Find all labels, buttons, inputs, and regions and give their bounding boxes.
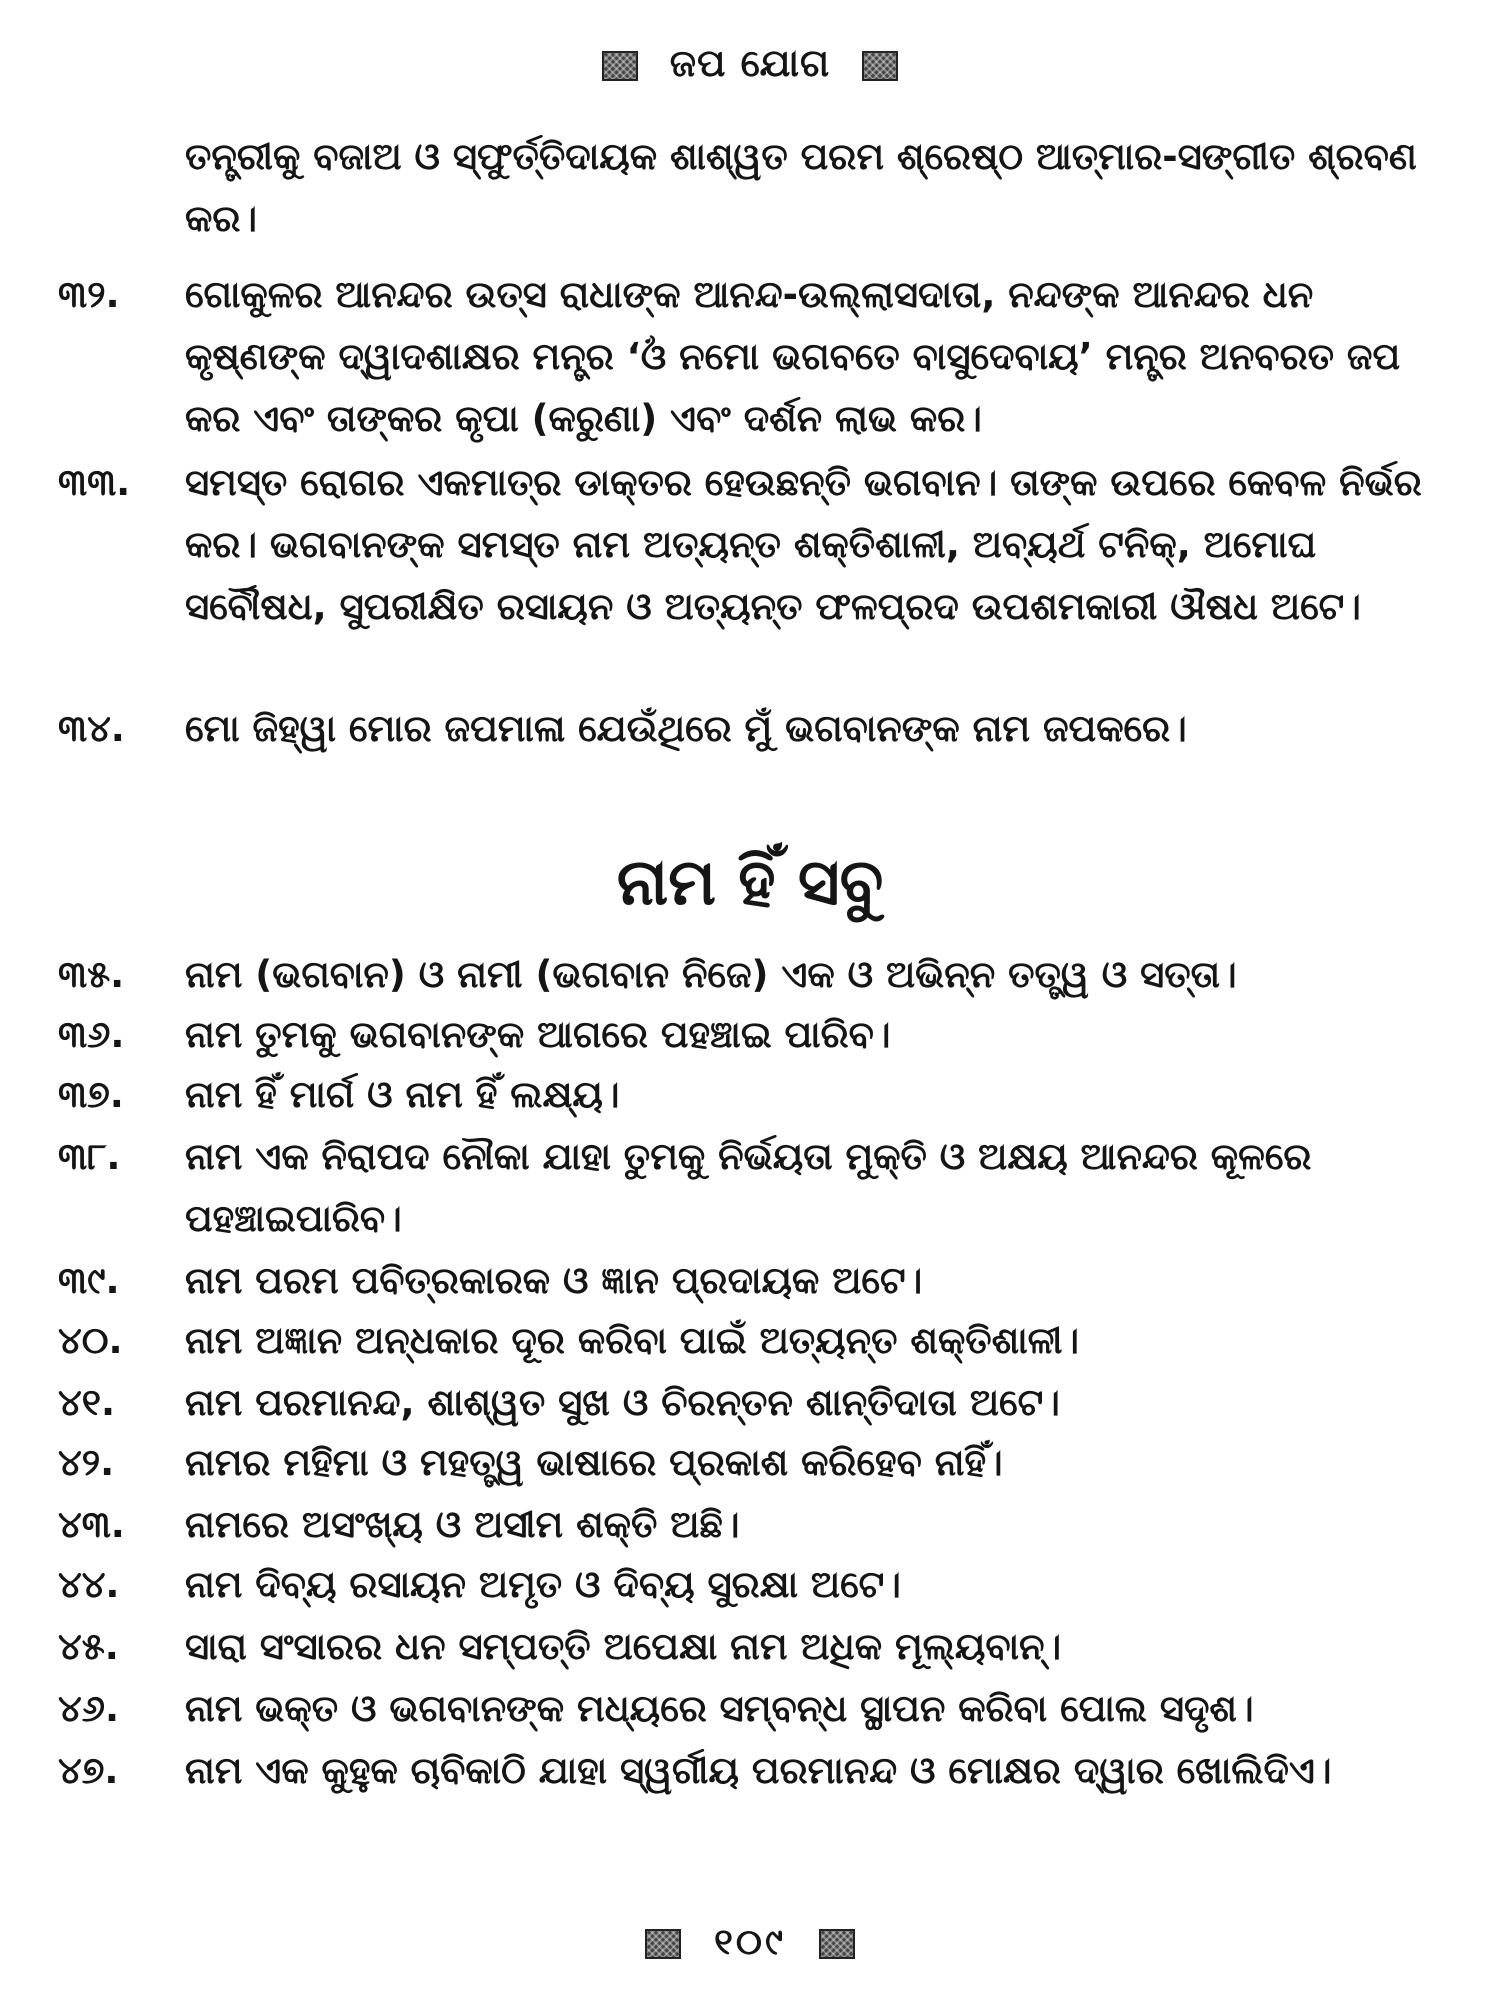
item-number: ୩୫. (58, 953, 125, 996)
item-text: ନାମ ପରମ ପବିତ୍ରକାରକ ଓ ଜ୍ଞାନ ପ୍ରଦାୟକ ଅଟେ। (185, 1259, 923, 1302)
item-number: ୩୭. (58, 1073, 124, 1116)
item-number: ୪୧. (58, 1381, 116, 1424)
item-text: ସମସ୍ତ ରୋଗର ଏକମାତ୍ର ଡାକ୍ତର ହେଉଛନ୍ତି ଭଗବାନ। ତାଙ୍କ ଉପରେ କେବଳ ନିର୍ଭର କର। ଭଗବାନଙ୍କ ସମସ୍ତ ନାମ ଅତ୍ୟନ୍ତ ଶକ୍ତିଶାଳୀ, ଅବ୍ୟର୍ଥ ଟନିକ୍, ଅମୋଘ ସର୍ବୌଷଧ, ସୁପରୀକ୍ଷିତ ରସାୟନ ଓ ଅତ୍ୟନ୍ତ ଫଳପ୍ରଦ ଉପଶମକାରୀ ଔଷଧ ଅଟେ। (185, 461, 1422, 628)
running-header (0, 38, 1500, 88)
item-text: ନାମ ତୁମକୁ ଭଗବାନଙ୍କ ଆଗରେ ପହଞ୍ଚାଇ ପାରିବ। (185, 1013, 891, 1056)
item-text: ନାମ ଦିବ୍ୟ ରସାୟନ ଅମୃତ ଓ ଦିବ୍ୟ ସୁରକ୍ଷା ଅଟେ। (185, 1563, 901, 1606)
item-number: ୪୪. (58, 1563, 120, 1606)
item-number: ୪୭. (58, 1749, 119, 1792)
item-number: ୪୨. (58, 1441, 115, 1484)
item-number: ୩୩. (58, 461, 131, 504)
header-right-ornament-icon (862, 51, 898, 81)
chapter-title: ଜପ ଯୋଗ (669, 41, 831, 85)
item-number: ୩୯. (58, 1259, 120, 1302)
item-text: ନାମ ପରମାନନ୍ଦ, ଶାଶ୍ୱତ ସୁଖ ଓ ଚିରନ୍ତନ ଶାନ୍ତିଦାତା ଅଟେ। (185, 1381, 1060, 1424)
item-number: ୩୨. (58, 273, 120, 316)
footer-left-ornament-icon (645, 1929, 681, 1959)
item-number: ୪୫. (58, 1625, 119, 1668)
item-text: ନାମ ହିଁ ମାର୍ଗ ଓ ନାମ ହିଁ ଲକ୍ଷ୍ୟ। (185, 1073, 620, 1116)
item-number: ୩୮. (58, 1135, 121, 1178)
item-text: ନାମ ଅଜ୍ଞାନ ଅନ୍ଧକାର ଦୂର କରିବା ପାଇଁ ଅତ୍ୟନ୍ତ ଶକ୍ତିଶାଳୀ। (185, 1319, 1080, 1362)
page-number: ୧୦୯ (714, 1922, 786, 1963)
page-footer (0, 1918, 1500, 1968)
item-text: ନାମ ଭକ୍ତ ଓ ଭଗବାନଙ୍କ ମଧ୍ୟରେ ସମ୍ବନ୍ଧ ସ୍ଥାପନ କରିବା ପୋଲ ସଦୃଶ। (185, 1687, 1254, 1730)
item-text: ମୋ ଜିହ୍ୱା ମୋର ଜପମାଳା ଯେଉଁଥିରେ ମୁଁ ଭଗବାନଙ୍କ ନାମ ଜପକରେ। (185, 707, 1187, 750)
section-heading: ନାମ ହିଁ ସବୁ (616, 846, 884, 920)
item-number: ୪୬. (58, 1687, 120, 1730)
intro-paragraph: ତନ୍ତ୍ରୀକୁ ବଜାଅ ଓ ସ୍ଫୁର୍ତ୍ତିଦାୟକ ଶାଶ୍ୱତ ପରମ ଶ୍ରେଷ୍ଠ ଆତ୍ମାର-ସଙ୍ଗୀତ ଶ୍ରବଣ କର। (185, 135, 1417, 240)
footer-right-ornament-icon (819, 1929, 855, 1959)
item-number: ୩୪. (58, 707, 125, 750)
item-number: ୪୦. (58, 1319, 123, 1362)
item-text: ସାରା ସଂସାରର ଧନ ସମ୍ପତ୍ତି ଅପେକ୍ଷା ନାମ ଅଧିକ ମୂଲ୍ୟବାନ୍। (185, 1625, 1062, 1668)
item-text: ନାମ ଏକ ନିରାପଦ ନୌକା ଯାହା ତୁମକୁ ନିର୍ଭୟତା ମୁକ୍ତି ଓ ଅକ୍ଷୟ ଆନନ୍ଦର କୂଳରେ ପହଞ୍ଚାଇପାରିବ। (185, 1135, 1312, 1240)
item-text: ନାମ (ଭଗବାନ) ଓ ନାମୀ (ଭଗବାନ ନିଜେ) ଏକ ଓ ଅଭିନ୍ନ ତତ୍ତ୍ୱ ଓ ସତ୍ତା। (185, 953, 1237, 996)
item-text: ଗୋକୁଳର ଆନନ୍ଦର ଉତ୍ସ ରାଧାଙ୍କ ଆନନ୍ଦ-ଉଲ୍ଲାସଦାତା, ନନ୍ଦଙ୍କ ଆନନ୍ଦର ଧନ କୃଷ୍ଣଙ୍କ ଦ୍ୱାଦଶାକ୍ଷର ମନ୍ତ୍ର ‘ଓଁ ନମୋ ଭଗବତେ ବାସୁଦେବାୟ’ ମନ୍ତ୍ର ଅନବରତ ଜପ କର ଏବଂ ତାଙ୍କର କୃପା (କରୁଣା) ଏବଂ ଦର୍ଶନ ଲାଭ କର। (185, 273, 1401, 440)
item-text: ନାମରେ ଅସଂଖ୍ୟ ଓ ଅସୀମ ଶକ୍ତି ଅଛି। (185, 1503, 740, 1546)
item-number: ୪୩. (58, 1503, 125, 1546)
item-number: ୩୬. (58, 1013, 125, 1056)
item-text: ନାମର ମହିମା ଓ ମହତ୍ତ୍ୱ ଭାଷାରେ ପ୍ରକାଶ କରିହେବ ନାହିଁ। (185, 1441, 1003, 1484)
item-text: ନାମ ଏକ କୁହୁକ ଚାବିକାଠି ଯାହା ସ୍ୱର୍ଗୀୟ ପରମାନନ୍ଦ ଓ ମୋକ୍ଷର ଦ୍ୱାର ଖୋଲିଦିଏ। (185, 1749, 1332, 1792)
header-left-ornament-icon (602, 51, 638, 81)
